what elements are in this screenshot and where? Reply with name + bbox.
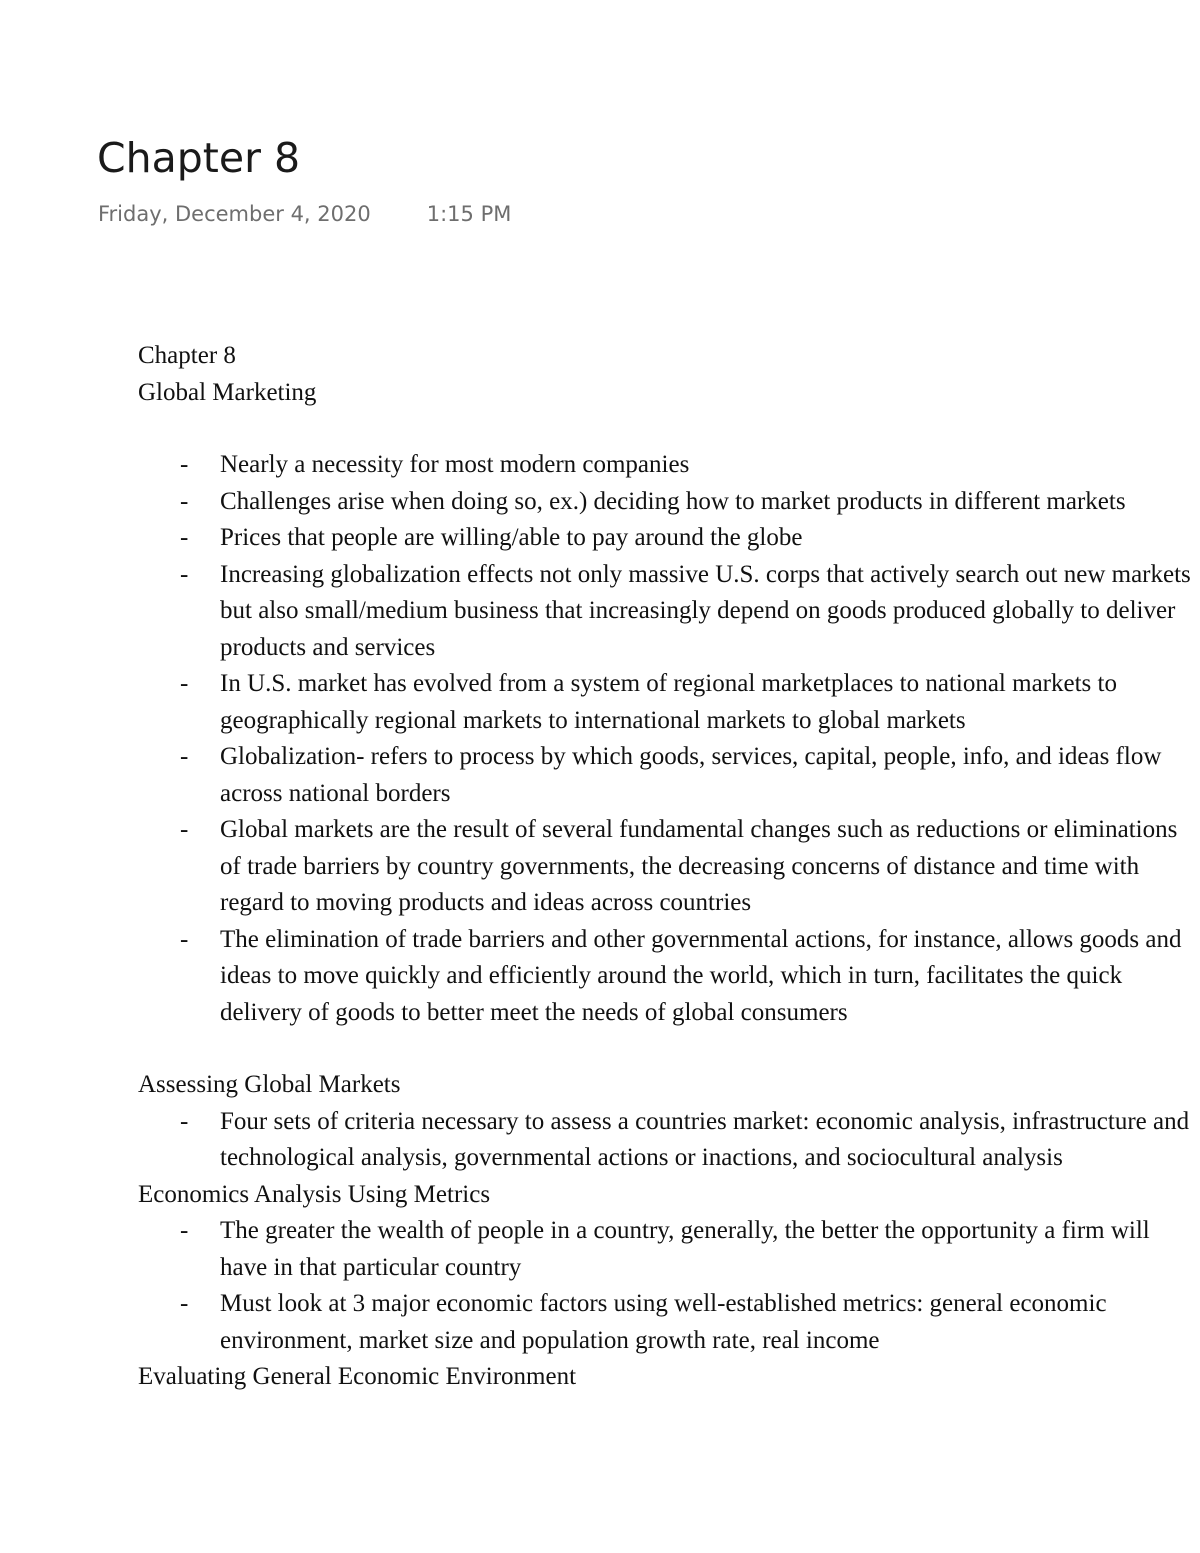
bullet-dash: - — [180, 560, 189, 588]
list-item — [138, 739, 1200, 812]
bullet-dash: - — [180, 670, 189, 697]
bullet-dash: - — [180, 487, 189, 515]
list-item — [138, 812, 1200, 922]
bullet-dash: - — [180, 1290, 189, 1317]
bullet-text: Nearly a necessity for most modern companies — [220, 451, 690, 478]
list-item — [138, 1104, 1200, 1177]
list-item — [138, 922, 1200, 1032]
subject-line: Global Marketing — [138, 378, 317, 406]
bullet-text: Prices that people are willing/able to pay around the globe — [220, 524, 803, 551]
list-item — [138, 447, 1200, 484]
note-time: 1:15 PM — [426, 202, 512, 226]
economics-bullet-list — [138, 1213, 1200, 1359]
intro-bullet-list — [138, 447, 1200, 1031]
bullet-dash: - — [180, 524, 189, 551]
bullet-text: Global markets are the result of several fundamental changes such as reductions or eliminations of trade barriers by country governments, the decreasing concerns of distance and time with regard to moving products and ideas across countries — [220, 816, 1178, 916]
bullet-dash: - — [180, 1107, 189, 1135]
section-heading-clipped: Evaluating General Economic Environment — [138, 1363, 577, 1390]
list-item — [138, 666, 1200, 739]
note-timestamp — [98, 199, 511, 229]
bullet-text: Must look at 3 major economic factors using well-established metrics: general economic environment, market size and population growth rate, real income — [220, 1290, 1107, 1354]
section-heading-economics: Economics Analysis Using Metrics — [138, 1180, 491, 1208]
bullet-text: The elimination of trade barriers and other governmental actions, for instance, allows goods and ideas to move quickly and efficiently around the world, which in turn, facilitates the quick delivery of goods to better meet the needs of global consumers — [220, 925, 1182, 1026]
note-title: Chapter 8 — [97, 134, 301, 182]
list-item — [138, 1286, 1200, 1359]
bullet-text: Globalization- refers to process by which goods, services, capital, people, info, and ideas flow across national borders — [220, 743, 1162, 807]
bullet-dash: - — [180, 1217, 189, 1244]
list-item — [138, 520, 1200, 557]
assessing-bullet-list — [138, 1104, 1200, 1177]
note-date: Friday, December 4, 2020 — [98, 202, 371, 226]
list-item — [138, 484, 1200, 521]
bullet-dash: - — [180, 925, 189, 953]
list-item — [138, 1213, 1200, 1286]
bullet-text: Challenges arise when doing so, ex.) deciding how to market products in different markets — [220, 487, 1126, 515]
chapter-line: Chapter 8 — [138, 342, 236, 369]
clipped-heading-container — [138, 1359, 1200, 1390]
paragraph-gap — [138, 1031, 1200, 1067]
bullet-text: In U.S. market has evolved from a system of regional marketplaces to national markets to geographically regional markets to international markets to global markets — [220, 670, 1117, 734]
bullet-text: Four sets of criteria necessary to assess a countries market: economic analysis, infrastructure and technological analysis, governmental actions or inactions, and sociocultural analysis — [220, 1107, 1190, 1171]
bullet-dash: - — [180, 451, 189, 478]
bullet-dash: - — [180, 743, 189, 770]
bullet-text: The greater the wealth of people in a country, generally, the better the opportunity a firm will have in that particular country — [220, 1217, 1150, 1281]
bullet-text: Increasing globalization effects not only massive U.S. corps that actively search out new markets but also small/medium business that increasingly depend on goods produced globally to deliver products and services — [220, 560, 1191, 661]
list-item — [138, 557, 1200, 667]
note-body — [138, 338, 1200, 1390]
section-heading-assessing: Assessing Global Markets — [138, 1071, 401, 1098]
bullet-dash: - — [180, 816, 189, 843]
